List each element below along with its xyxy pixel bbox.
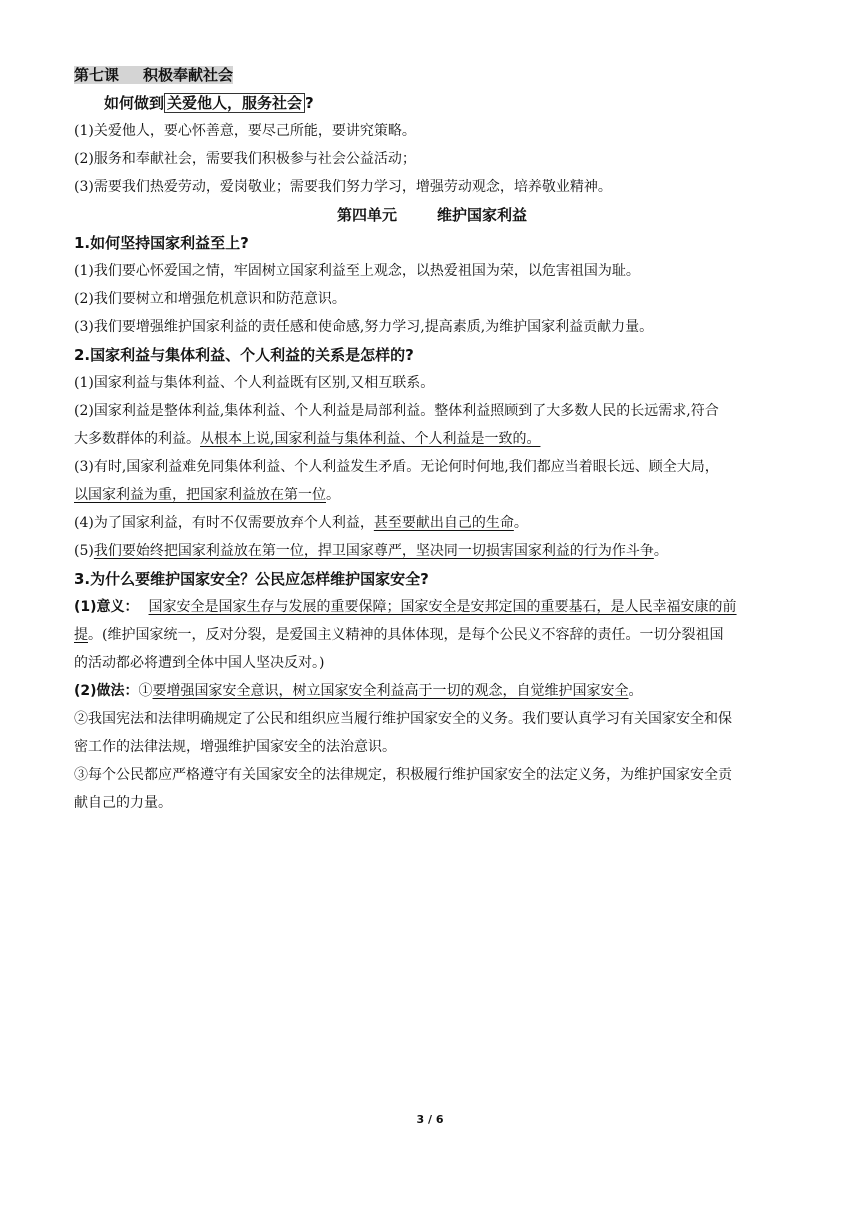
q3-method-1-end: 。 bbox=[628, 683, 643, 699]
q3-method-3-line-1: ③每个公民都应严格遵守有关国家安全的法律规定，积极履行维护国家安全的法定义务，为维护国家安全贡 bbox=[74, 767, 732, 783]
lesson-number: 第七课 bbox=[74, 66, 120, 84]
q3-method-line-1 bbox=[74, 681, 790, 701]
q2-point-4-end: 。 bbox=[513, 515, 528, 531]
q3-meaning-underlined-1: 国家安全是国家生存与发展的重要保障；国家安全是安邦定国的重要基石，是人民幸福安康的前 bbox=[148, 599, 737, 615]
lesson-heading bbox=[74, 65, 790, 85]
q3-meaning-line-3: 的活动都必将遭到全体中国人坚决反对。) bbox=[74, 655, 325, 671]
q3-meaning-rest: 。(维护国家统一，反对分裂，是爱国主义精神的具体体现，是每个公民义不容辞的责任。一切分裂祖国 bbox=[88, 627, 724, 643]
question-boxed-phrase: 关爱他人，服务社会 bbox=[164, 93, 305, 113]
q3-method-label: (2)做法： bbox=[74, 683, 139, 699]
q2-point-4 bbox=[74, 513, 790, 533]
q3-meaning-line-2 bbox=[74, 625, 790, 645]
unit-number: 第四单元 bbox=[336, 206, 397, 224]
q2-point-2-line-1: (2)国家利益是整体利益,集体利益、个人利益是局部利益。整体利益照顾到了大多数人民的长远需求,符合 bbox=[74, 403, 719, 419]
q2-point-5-prefix: (5) bbox=[74, 543, 94, 559]
q2-point-3-line-1: (3)有时,国家利益难免同集体利益、个人利益发生矛盾。无论何时何地,我们都应当着眼长远、顾全大局， bbox=[74, 459, 719, 475]
question-suffix: ? bbox=[305, 94, 314, 112]
q2-point-4-plain: (4)为了国家利益，有时不仅需要放弃个人利益， bbox=[74, 515, 374, 531]
q2-point-5-underlined: 我们要始终把国家利益放在第一位，捍卫国家尊严，坚决同一切损害国家利益的行为作斗争 bbox=[93, 543, 654, 559]
lesson-question bbox=[104, 93, 820, 113]
q2-point-2-line-2 bbox=[74, 429, 790, 449]
q2-point-1: (1)国家利益与集体利益、个人利益既有区别,又相互联系。 bbox=[74, 375, 435, 391]
q2-point-3-line-2 bbox=[74, 485, 790, 505]
q3-method-2-line-2: 密工作的法律法规，增强维护国家安全的法治意识。 bbox=[74, 739, 396, 755]
q3-title: 3.为什么要维护国家安全？公民应怎样维护国家安全? bbox=[74, 570, 429, 588]
q2-point-2-underlined: 从根本上说,国家利益与集体利益、个人利益是一致的。 bbox=[200, 431, 541, 447]
page-number: 3 / 6 bbox=[416, 1113, 444, 1126]
q2-point-3-end: 。 bbox=[326, 487, 340, 503]
lesson-point-2: (2)服务和奉献社会，需要我们积极参与社会公益活动； bbox=[74, 151, 416, 167]
q2-point-4-underlined: 甚至要献出自己的生命 bbox=[373, 515, 514, 531]
q2-point-5-end: 。 bbox=[653, 543, 668, 559]
lesson-title: 积极奉献社会 bbox=[143, 66, 234, 84]
lesson-point-1: (1)关爱他人，要心怀善意，要尽己所能，要讲究策略。 bbox=[74, 123, 416, 139]
question-prefix: 如何做到 bbox=[104, 94, 165, 112]
q1-point-1: (1)我们要心怀爱国之情，牢固树立国家利益至上观念，以热爱祖国为荣，以危害祖国为耻。 bbox=[74, 263, 640, 279]
q3-method-1-num: ① bbox=[138, 683, 153, 699]
q3-meaning-line-1 bbox=[74, 597, 790, 617]
q3-meaning-underlined-2: 提 bbox=[74, 627, 88, 643]
q3-meaning-label: (1)意义： bbox=[74, 599, 139, 615]
q1-point-3: (3)我们要增强维护国家利益的责任感和使命感,努力学习,提高素质,为维护国家利益贡献力量。 bbox=[74, 319, 654, 335]
q2-point-3-underlined: 以国家利益为重，把国家利益放在第一位 bbox=[74, 487, 326, 503]
q3-method-1-underlined: 要增强国家安全意识，树立国家安全利益高于一切的观念，自觉维护国家安全 bbox=[152, 683, 629, 699]
lesson-heading-highlight bbox=[74, 66, 233, 84]
unit-heading bbox=[74, 205, 790, 225]
q3-method-3-line-2: 献自己的力量。 bbox=[74, 795, 172, 811]
q2-point-2-plain: 大多数群体的利益。 bbox=[74, 431, 200, 447]
q3-method-2-line-1: ②我国宪法和法律明确规定了公民和组织应当履行维护国家安全的义务。我们要认真学习有关国家安全和保 bbox=[74, 711, 732, 727]
unit-title: 维护国家利益 bbox=[437, 206, 528, 224]
lesson-point-3: (3)需要我们热爱劳动，爱岗敬业；需要我们努力学习，增强劳动观念，培养敬业精神。 bbox=[74, 179, 612, 195]
q2-point-5 bbox=[74, 541, 790, 561]
q2-title: 2.国家利益与集体利益、个人利益的关系是怎样的? bbox=[74, 346, 414, 364]
q1-point-2: (2)我们要树立和增强危机意识和防范意识。 bbox=[74, 291, 346, 307]
q1-title: 1.如何坚持国家利益至上? bbox=[74, 234, 249, 252]
